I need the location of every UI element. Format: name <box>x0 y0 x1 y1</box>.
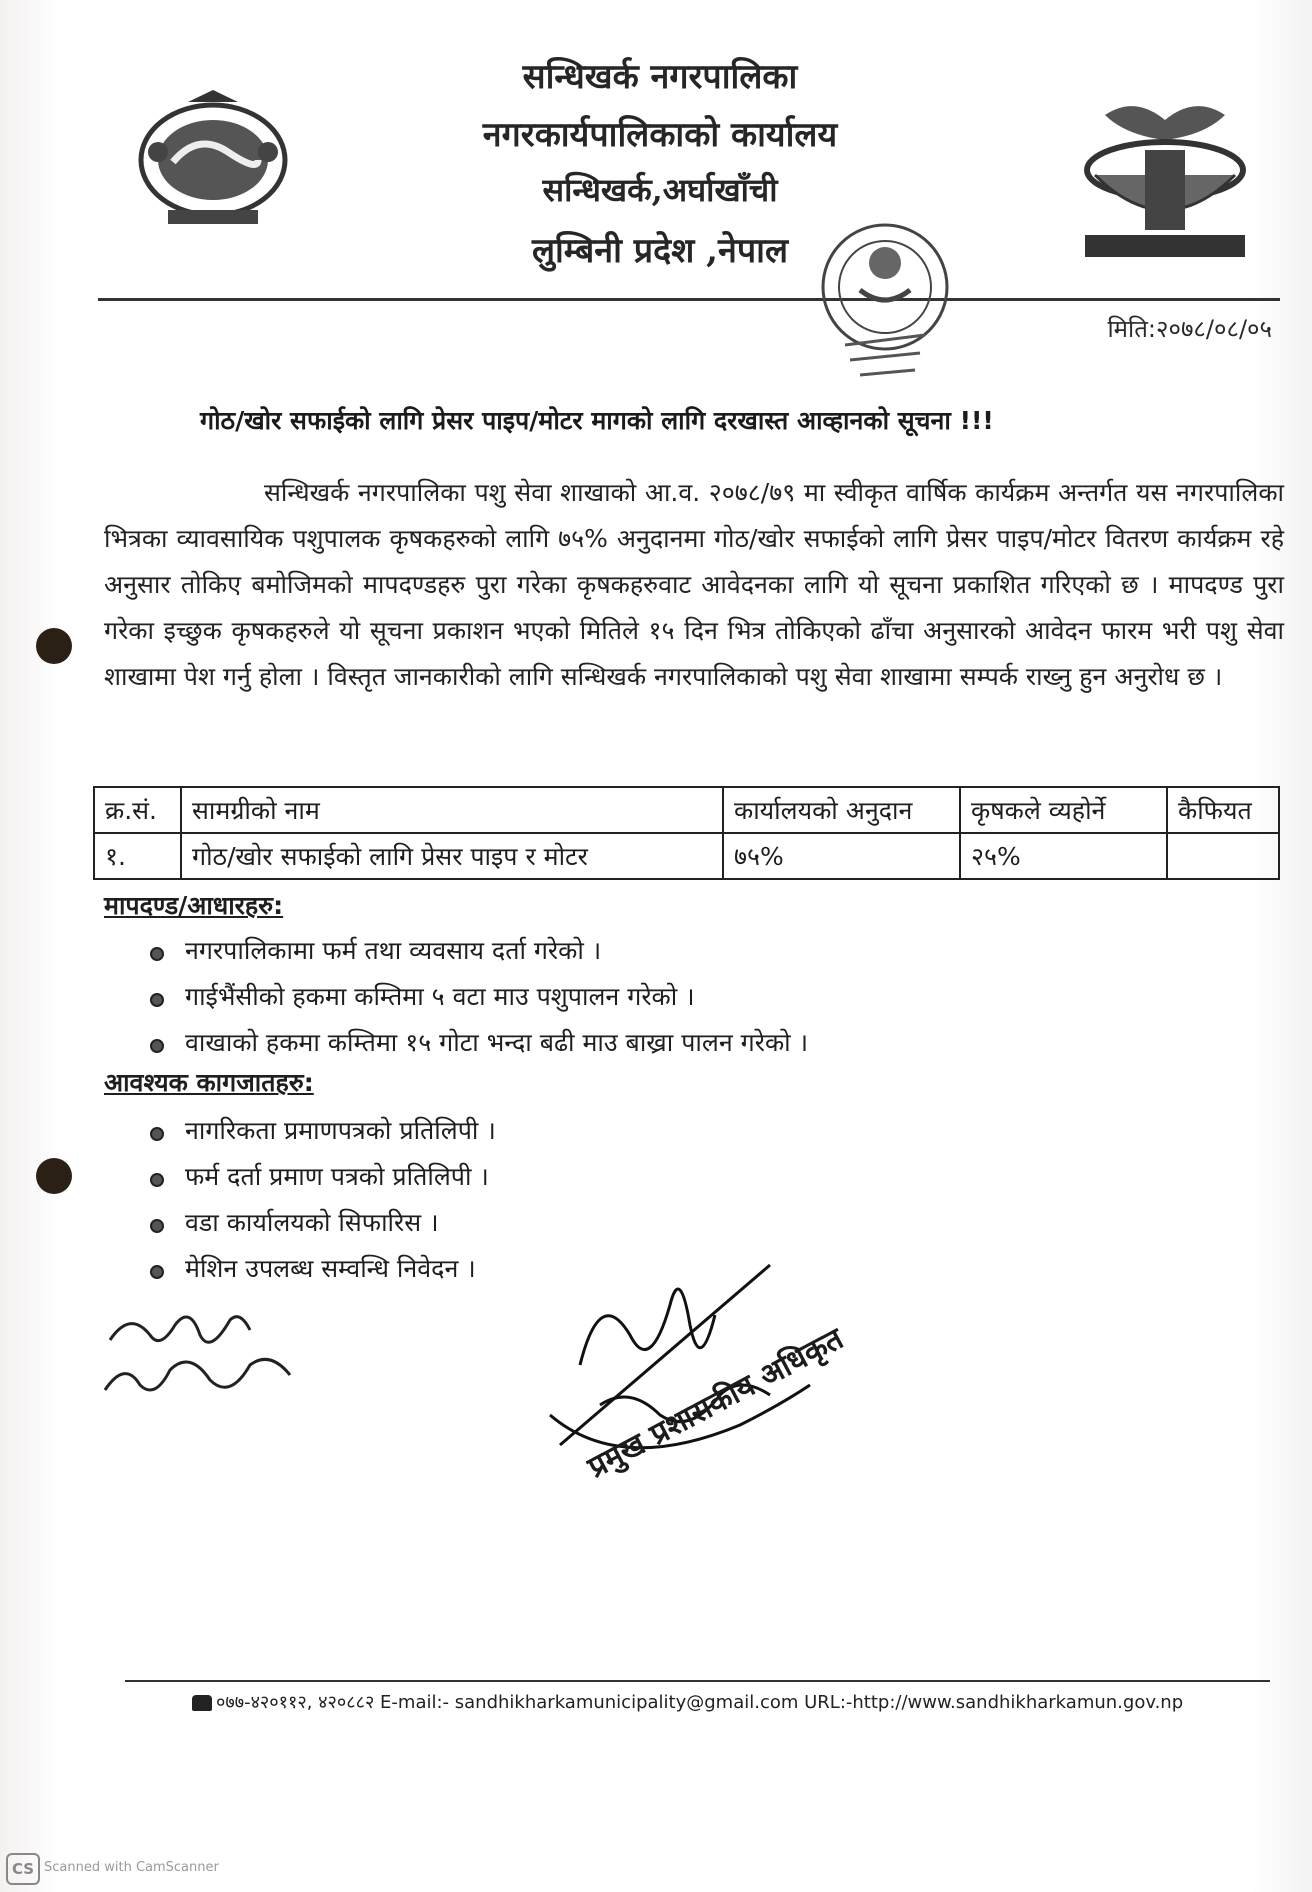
documents-list <box>140 1108 496 1292</box>
footer-divider <box>125 1680 1270 1682</box>
list-item: नागरिकता प्रमाणपत्रको प्रतिलिपी । <box>140 1108 496 1154</box>
list-item: वाखाको हकमा कम्तिमा १५ गोटा भन्दा बढी माउ बाख्रा पालन गरेको । <box>140 1020 808 1066</box>
phone-icon <box>192 1695 212 1711</box>
list-item: नगरपालिकामा फर्म तथा व्यवसाय दर्ता गरेको । <box>140 928 808 974</box>
notice-title: गोठ/खोर सफाईको लागि प्रेसर पाइप/मोटर मागको लागि दरखास्त आव्हानको सूचना !!! <box>200 406 994 435</box>
table-header-cell: सामग्रीको नाम <box>181 787 723 833</box>
footer-contact-text: ०७७-४२०११२, ४२०८८२ E-mail:- sandhikharkamunicipality@gmail.com URL:-http://www.sandhikharkamun.gov.np <box>216 1692 1184 1713</box>
camscanner-logo: CS <box>6 1853 40 1885</box>
punch-hole <box>36 628 72 664</box>
criteria-heading: मापदण्ड/आधारहरु: <box>104 891 284 920</box>
items-table <box>93 786 1280 880</box>
municipality-name: सन्धिखर्क नगरपालिका <box>522 57 798 97</box>
table-cell: गोठ/खोर सफाईको लागि प्रेसर पाइप र मोटर <box>181 833 723 879</box>
office-name: नगरकार्यपालिकाको कार्यालय <box>482 115 838 155</box>
province-country: लुम्बिनी प्रदेश ,नेपाल <box>531 231 789 271</box>
table-header-cell: कार्यालयको अनुदान <box>723 787 960 833</box>
camscanner-watermark: Scanned with CamScanner <box>44 1860 219 1875</box>
header-divider <box>98 298 1280 301</box>
nepal-emblem-icon <box>128 82 298 232</box>
signatory-designation: प्रमुख प्रशासकीय अधिकृत <box>582 1321 850 1486</box>
list-item: फर्म दर्ता प्रमाण पत्रको प्रतिलिपी । <box>140 1154 496 1200</box>
table-cell <box>1167 833 1279 879</box>
handwritten-initials-icon <box>100 1300 300 1410</box>
table-row <box>94 833 1279 879</box>
table-header-cell: कृषकले व्यहोर्ने <box>960 787 1167 833</box>
list-item: मेशिन उपलब्ध सम्वन्धि निवेदन । <box>140 1246 496 1292</box>
documents-heading: आवश्यक कागजातहरु: <box>104 1068 314 1097</box>
office-stamp-icon <box>800 215 970 385</box>
municipality-logo-icon <box>1075 95 1255 270</box>
office-location: सन्धिखर्क,अर्घाखाँची <box>542 171 778 209</box>
table-cell: ७५% <box>723 833 960 879</box>
punch-hole <box>36 1158 72 1194</box>
table-header-row <box>94 787 1279 833</box>
notice-date: मिति:२०७८/०८/०५ <box>1107 315 1272 343</box>
table-header-cell: क्र.सं. <box>94 787 181 833</box>
table-cell: २५% <box>960 833 1167 879</box>
table-header-cell: कैफियत <box>1167 787 1279 833</box>
notice-body: सन्धिखर्क नगरपालिका पशु सेवा शाखाको आ.व. २०७८/७९ मा स्वीकृत वार्षिक कार्यक्रम अन्तर्गत यस नगरपालिका भित्रका व्यावसायिक पशुपालक कृषकहरुको लागि ७५% अनुदानमा गोठ/खोर सफाईको लागि प्रेसर पाइप/मोटर वितरण कार्यक्रम रहे अनुसार तोकिए बमोजिमको मापदण्डहरु पुरा गरेका कृषकहरुवाट आवेदनका लागि यो सूचना प्रकाशित गरिएको छ । मापदण्ड पुरा गरेका इच्छुक कृषकहरुले यो सूचना प्रकाशन भएको मितिले १५ दिन भित्र तोकिएको ढाँचा अनुसारको आवेदन फारम भरी पशु सेवा शाखामा पेश गर्नु होला । विस्तृत जानकारीको लागि सन्धिखर्क नगरपालिकाको पशु सेवा शाखामा सम्पर्क राख्नु हुन अनुरोध छ । <box>104 478 1284 691</box>
list-item: वडा कार्यालयको सिफारिस । <box>140 1200 496 1246</box>
criteria-list <box>140 928 808 1066</box>
list-item: गाईभैंसीको हकमा कम्तिमा ५ वटा माउ पशुपालन गरेको । <box>140 974 808 1020</box>
footer-contact <box>192 1690 1282 1714</box>
table-cell: १. <box>94 833 181 879</box>
